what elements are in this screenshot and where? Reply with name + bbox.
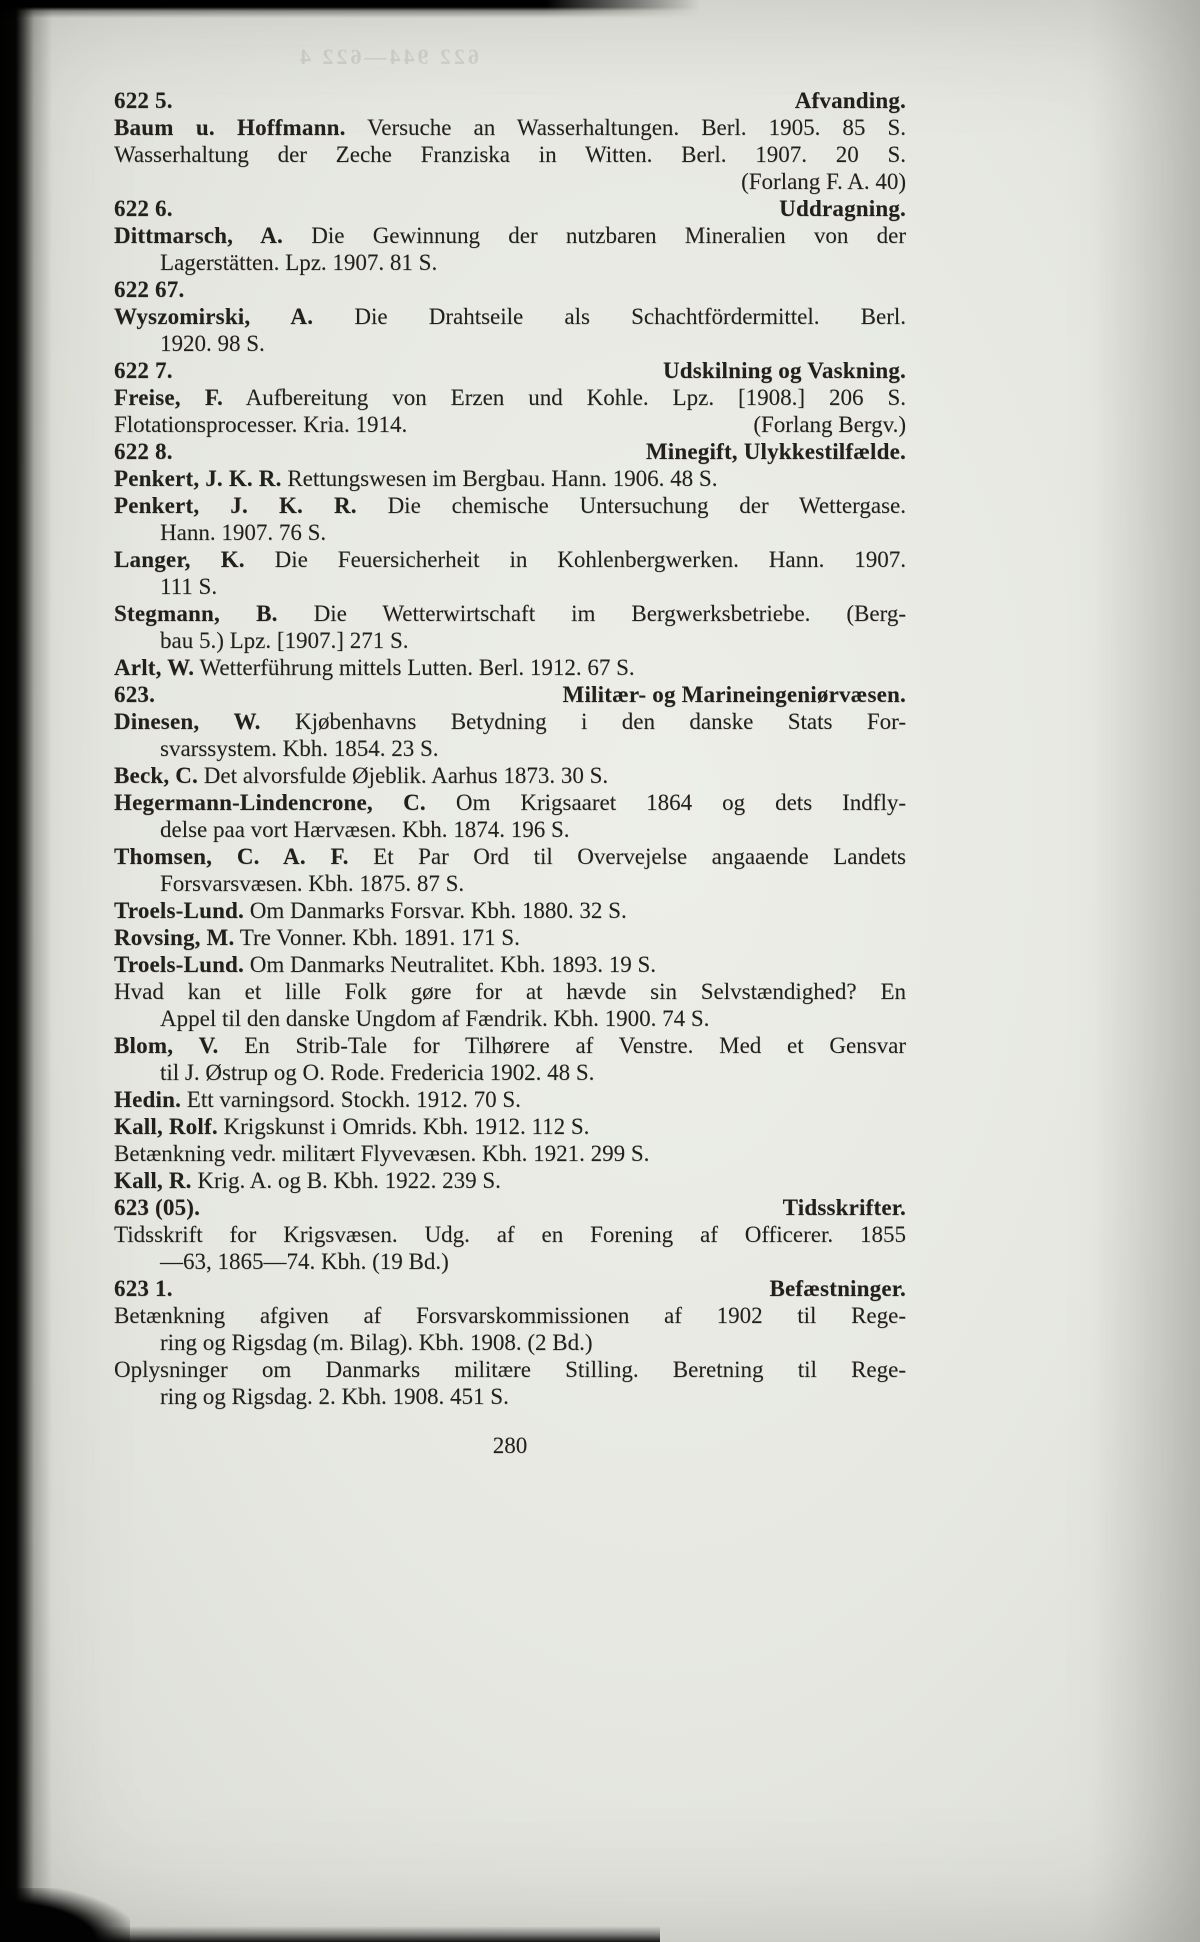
entry-line: 111 S. — [160, 574, 218, 599]
author-name: Dinesen, W. — [114, 709, 261, 734]
author-name: Penkert, J. K. R. — [114, 493, 357, 518]
scan-top-edge — [0, 0, 700, 18]
entry-line: ring og Rigsdag (m. Bilag). Kbh. 1908. (2 Bd.) — [160, 1330, 593, 1355]
entry-line: Stegmann, B. Die Wetterwirtschaft im Bergwerksbetriebe. (Berg- — [114, 601, 906, 626]
entry-line: Kall, R. Krig. A. og B. Kbh. 1922. 239 S. — [114, 1168, 501, 1193]
entry-line: Oplysninger om Danmarks militære Stilling. Beretning til Rege- — [114, 1357, 906, 1382]
entry-text: Flotationsprocesser. Kria. 1914. — [114, 412, 408, 437]
entry-line: Betænkning afgiven af Forsvarskommissionen af 1902 til Rege- — [114, 1303, 906, 1328]
section-code: 622 5. — [114, 88, 173, 113]
author-name: Thomsen, C. A. F. — [114, 844, 349, 869]
section-heading — [114, 681, 906, 708]
section-heading — [114, 1194, 906, 1221]
entry-line: Wasserhaltung der Zeche Franziska in Witten. Berl. 1907. 20 S. — [114, 142, 906, 167]
entry-line: Thomsen, C. A. F. Et Par Ord til Overvejelse angaaende Landets — [114, 844, 907, 869]
entry-line: Baum u. Hoffmann. Versuche an Wasserhaltungen. Berl. 1905. 85 S. — [114, 115, 906, 140]
entry-line: Hedin. Ett varningsord. Stockh. 1912. 70 S. — [114, 1087, 521, 1112]
entry-line: ring og Rigsdag. 2. Kbh. 1908. 451 S. — [160, 1384, 509, 1409]
author-name: Wyszomirski, A. — [114, 304, 314, 329]
section-heading — [114, 357, 906, 384]
entry-line: Hvad kan et lille Folk gøre for at hævde sin Selvstændighed? En — [114, 979, 906, 1004]
author-name: Freise, F. — [114, 385, 223, 410]
entry-line: svarssystem. Kbh. 1854. 23 S. — [160, 736, 439, 761]
entry-line: —63, 1865—74. Kbh. (19 Bd.) — [160, 1249, 449, 1274]
entry-line — [114, 168, 906, 195]
entry-line: Freise, F. Aufbereitung von Erzen und Kohle. Lpz. [1908.] 206 S. — [114, 385, 906, 410]
entry-line: Forsvarsvæsen. Kbh. 1875. 87 S. — [160, 871, 465, 896]
section-code: 623. — [114, 682, 156, 707]
entry-line: til J. Østrup og O. Rode. Fredericia 1902. 48 S. — [160, 1060, 595, 1085]
section-code: 622 6. — [114, 196, 173, 221]
entry-right-note: (Forlang F. A. 40) — [741, 169, 906, 194]
entry-line: Wyszomirski, A. Die Drahtseile als Schachtfördermittel. Berl. — [114, 304, 906, 329]
entry-line — [114, 411, 906, 438]
entry-line: Troels-Lund. Om Danmarks Neutralitet. Kbh. 1893. 19 S. — [114, 952, 657, 977]
section-heading — [114, 438, 906, 465]
section-heading — [114, 87, 906, 114]
entry-line: Arlt, W. Wetterführung mittels Lutten. Berl. 1912. 67 S. — [114, 655, 635, 680]
entry-line: bau 5.) Lpz. [1907.] 271 S. — [160, 628, 409, 653]
entry-line: delse paa vort Hærvæsen. Kbh. 1874. 196 S. — [160, 817, 570, 842]
author-name: Hedin. — [114, 1087, 182, 1112]
section-heading — [114, 276, 906, 303]
author-name: Rovsing, M. — [114, 925, 235, 950]
author-name: Dittmarsch, A. — [114, 223, 284, 248]
section-code: 623 (05). — [114, 1195, 201, 1220]
entry-line: Lagerstätten. Lpz. 1907. 81 S. — [160, 250, 438, 275]
scan-left-edge — [0, 0, 52, 1942]
entry-line: Tidsskrift for Krigsvæsen. Udg. af en Forening af Officerer. 1855 — [114, 1222, 906, 1247]
author-name: Kall, Rolf. — [114, 1114, 218, 1139]
section-title: Minegift, Ulykkestilfælde. — [645, 439, 906, 464]
entry-line: Langer, K. Die Feuersicherheit in Kohlenbergwerken. Hann. 1907. — [114, 547, 907, 572]
entry-line: Appel til den danske Ungdom af Fændrik. Kbh. 1900. 74 S. — [160, 1006, 710, 1031]
entry-line: Kall, Rolf. Krigskunst i Omrids. Kbh. 1912. 112 S. — [114, 1114, 590, 1139]
author-name: Beck, C. — [114, 763, 199, 788]
scan-bottom-left-corner — [0, 1888, 130, 1942]
section-title: Tidsskrifter. — [782, 1195, 906, 1220]
section-code: 622 8. — [114, 439, 173, 464]
section-title: Afvanding. — [794, 88, 906, 113]
page-number: 280 — [492, 1433, 528, 1458]
entry-line: Dinesen, W. Kjøbenhavns Betydning i den danske Stats For- — [114, 709, 907, 734]
text-block — [114, 87, 906, 1410]
entry-line: Beck, C. Det alvorsfulde Øjeblik. Aarhus 1873. 30 S. — [114, 763, 609, 788]
section-heading — [114, 195, 906, 222]
entry-line: Dittmarsch, A. Die Gewinnung der nutzbaren Mineralien von der — [114, 223, 906, 248]
ghost-bleedthrough-text: 622 944—622 4 — [297, 44, 479, 69]
entry-right-note: (Forlang Bergv.) — [753, 412, 906, 437]
entry-line: Troels-Lund. Om Danmarks Forsvar. Kbh. 1880. 32 S. — [114, 898, 627, 923]
entry-line: Blom, V. En Strib-Tale for Tilhørere af Venstre. Med et Gensvar — [114, 1033, 906, 1058]
author-name: Kall, R. — [114, 1168, 192, 1193]
section-title: Militær- og Marineingeniørvæsen. — [562, 682, 906, 707]
section-code: 622 67. — [114, 277, 185, 302]
entry-line: Hegermann-Lindencrone, C. Om Krigsaaret 1864 og dets Indfly- — [114, 790, 907, 815]
author-name: Baum u. Hoffmann. — [114, 115, 346, 140]
author-name: Troels-Lund. — [114, 952, 245, 977]
section-code: 622 7. — [114, 358, 173, 383]
entry-line: Hann. 1907. 76 S. — [160, 520, 327, 545]
section-title: Udskilning og Vaskning. — [662, 358, 906, 383]
author-name: Troels-Lund. — [114, 898, 245, 923]
entry-line: Betænkning vedr. militært Flyvevæsen. Kbh. 1921. 299 S. — [114, 1141, 650, 1166]
author-name: Penkert, J. K. R. — [114, 466, 282, 491]
section-heading — [114, 1275, 906, 1302]
entry-line: Penkert, J. K. R. Rettungswesen im Bergbau. Hann. 1906. 48 S. — [114, 466, 718, 491]
section-title: Befæstninger. — [769, 1276, 906, 1301]
author-name: Arlt, W. — [114, 655, 195, 680]
author-name: Hegermann-Lindencrone, C. — [114, 790, 426, 815]
author-name: Blom, V. — [114, 1033, 219, 1058]
entry-line: Penkert, J. K. R. Die chemische Untersuchung der Wettergase. — [114, 493, 906, 518]
section-code: 623 1. — [114, 1276, 173, 1301]
entry-line: Rovsing, M. Tre Vonner. Kbh. 1891. 171 S. — [114, 925, 520, 950]
scan-right-shade — [1090, 0, 1200, 1942]
section-title: Uddragning. — [779, 196, 906, 221]
entry-line: 1920. 98 S. — [160, 331, 265, 356]
author-name: Stegmann, B. — [114, 601, 278, 626]
author-name: Langer, K. — [114, 547, 245, 572]
